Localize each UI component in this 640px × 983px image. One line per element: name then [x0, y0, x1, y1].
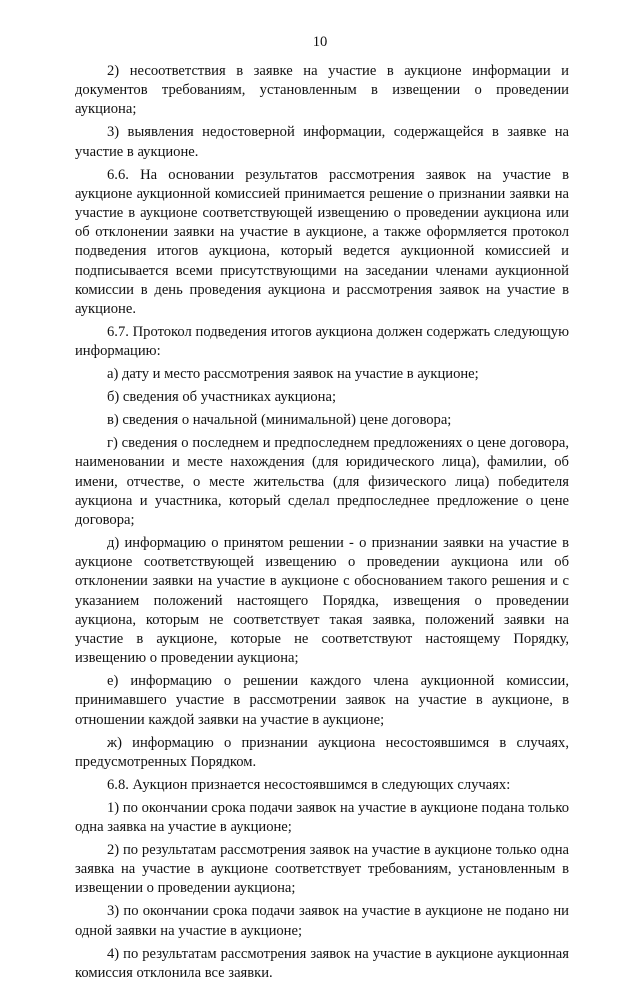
- paragraph-6-8: 6.8. Аукцион признается несостоявшимся в следующих случаях:: [107, 776, 511, 793]
- paragraph-6-7-e: е) информацию о решении каждого члена аукционной комиссии, принимавшего участие в рассмотрении заявок на участие в аукционе, в отношении каждой заявки на участие в аукционе;: [75, 673, 569, 728]
- paragraph-6-7-v: в) сведения о начальной (минимальной) цене договора;: [107, 412, 452, 429]
- paragraph-6-8-2: 2) по результатам рассмотрения заявок на участие в аукционе только одна заявка на участие в аукционе соответствует требованиям, установленным в извещении о проведении аукциона;: [75, 842, 569, 897]
- paragraph-6-8-3: 3) по окончании срока подачи заявок на участие в аукционе не подано ни одной заявки на участие в аукционе;: [75, 903, 569, 939]
- paragraph-6-8-4: 4) по результатам рассмотрения заявок на участие в аукционе аукционная комиссия отклонила все заявки.: [75, 945, 569, 981]
- paragraph-6-7: 6.7. Протокол подведения итогов аукциона должен содержать следующую информацию:: [75, 324, 569, 360]
- paragraph-6-7-zh: ж) информацию о признании аукциона несостоявшимся в случаях, предусмотренных Порядком.: [75, 734, 569, 770]
- paragraph-6-6: 6.6. На основании результатов рассмотрения заявок на участие в аукционе аукционной комиссией принимается решение о признании заявки на участие в аукционе соответствующей извещению о проведении аукциона или об отклонении заявки на участие в аукционе, а также оформляется протокол подведения итогов аукциона, который ведется аукционной комиссией и подписывается всеми присутствующими на заседании членами аукционной комиссии в день проведения аукциона и рассмотрения заявок на участие в аукционе.: [75, 166, 569, 318]
- paragraph-6-7-d: д) информацию о принятом решении - о признании заявки на участие в аукционе соответствующей извещению о проведении аукциона или об отклонении заявки на участие в аукционе с обоснованием такого решения и с указанием положений настоящего Порядка, извещения о проведении аукциона, которым не соответствует такая заявка, положений заявки на участие в аукционе, которые не соответствуют настоящему Порядку, извещению о проведении аукциона;: [75, 535, 569, 667]
- page-number: 10: [312, 34, 328, 50]
- document-body: [75, 62, 569, 983]
- paragraph-6-7-a: а) дату и место рассмотрения заявок на участие в аукционе;: [107, 366, 479, 383]
- paragraph-item-3: 3) выявления недостоверной информации, содержащейся в заявке на участие в аукционе.: [75, 124, 569, 160]
- paragraph-item-2: 2) несоответствия в заявке на участие в аукционе информации и документов требованиям, установленным в извещении о проведении аукциона;: [75, 63, 569, 118]
- paragraph-6-8-1: 1) по окончании срока подачи заявок на участие в аукционе подана только одна заявка на участие в аукционе;: [75, 799, 569, 836]
- paragraph-6-7-g: г) сведения о последнем и предпоследнем предложениях о цене договора, наименовании и месте нахождения (для юридического лица), фамилии, об имени, отчестве, о месте жительства (для физического лица) победителя аукциона и участника, который сделал предпоследнее предложение о цене договора;: [75, 435, 569, 529]
- paragraph-6-7-b: б) сведения об участниках аукциона;: [107, 389, 337, 406]
